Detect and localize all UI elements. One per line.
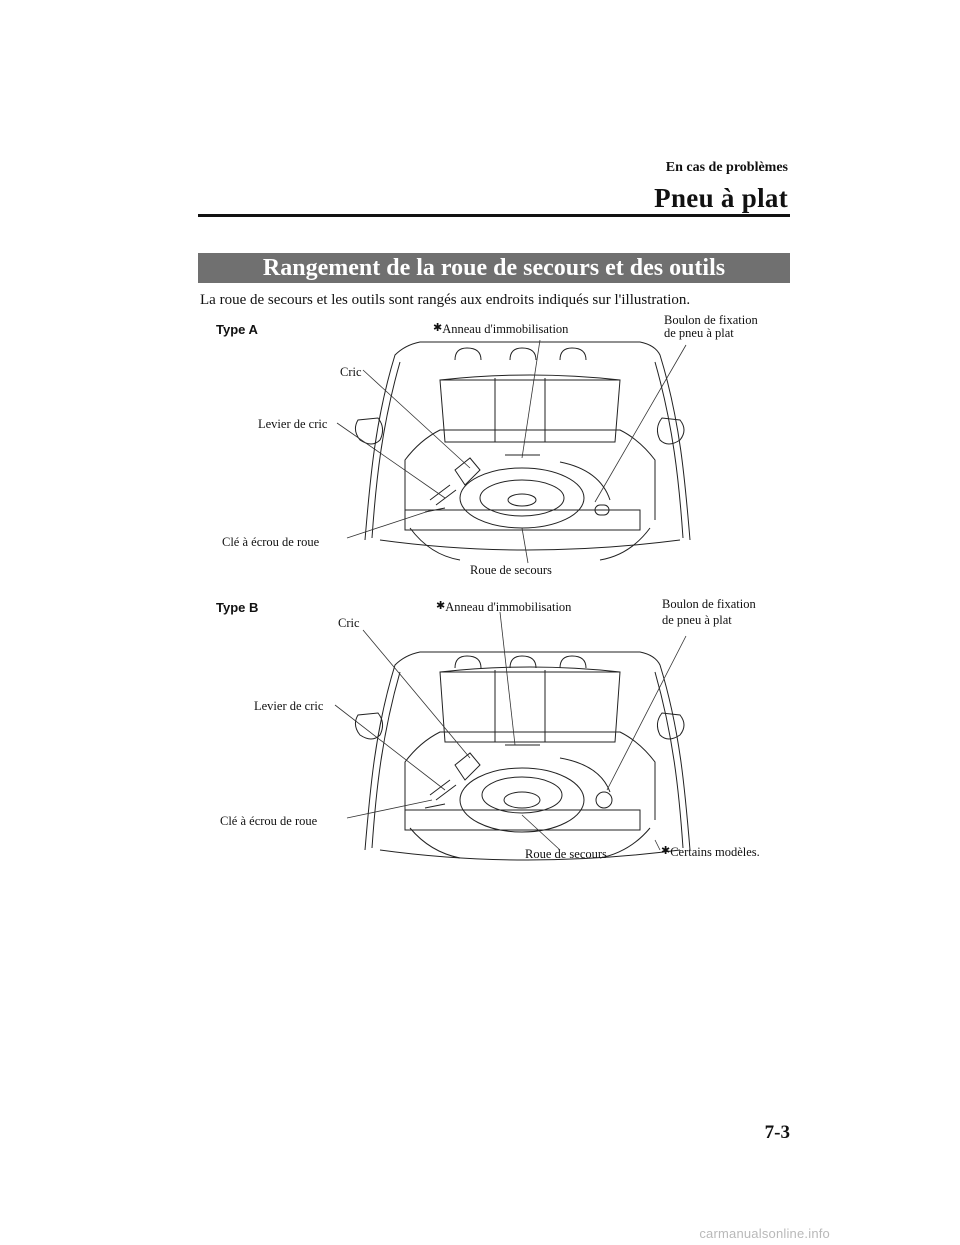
page-title: Pneu à plat bbox=[654, 183, 788, 213]
type-b-label: Type B bbox=[216, 600, 259, 615]
label-jack-b: Cric bbox=[338, 616, 360, 630]
label-wrench-a: Clé à écrou de roue bbox=[222, 535, 320, 549]
page-number: 7-3 bbox=[764, 1122, 790, 1143]
subsection-title: Rangement de la roue de secours et des outils bbox=[198, 253, 790, 283]
label-wrench-b: Clé à écrou de roue bbox=[220, 814, 318, 828]
type-a-label: Type A bbox=[216, 322, 258, 337]
car-outline-b bbox=[355, 652, 690, 860]
label-bolt-a-line2: de pneu à plat bbox=[664, 326, 734, 340]
label-jack-a: Cric bbox=[340, 365, 362, 379]
label-bolt-a-line1: Boulon de fixation bbox=[664, 313, 758, 327]
star-icon: ✱ bbox=[661, 845, 671, 857]
leader-lines-b bbox=[335, 612, 686, 850]
label-bolt-b-line1: Boulon de fixation bbox=[662, 597, 756, 611]
label-lever-b: Levier de cric bbox=[254, 699, 324, 713]
label-spare-a: Roue de secours bbox=[470, 563, 552, 577]
intro-paragraph: La roue de secours et les outils sont rangés aux endroits indiqués sur l'illustration. bbox=[200, 292, 691, 308]
label-lever-a: Levier de cric bbox=[258, 417, 328, 431]
section-label: En cas de problèmes bbox=[665, 160, 788, 175]
footnote: ✱Certains modèles. bbox=[661, 845, 760, 859]
star-icon: ✱ bbox=[433, 322, 443, 334]
watermark: carmanualsonline.info bbox=[699, 1226, 830, 1241]
star-icon: ✱ bbox=[436, 600, 446, 612]
label-bolt-b-line2: de pneu à plat bbox=[662, 613, 732, 627]
label-tiedown-b: ✱Anneau d'immobilisation bbox=[436, 600, 572, 614]
label-spare-b: Roue de secours bbox=[525, 847, 607, 861]
label-tiedown-a: ✱Anneau d'immobilisation bbox=[433, 322, 569, 336]
